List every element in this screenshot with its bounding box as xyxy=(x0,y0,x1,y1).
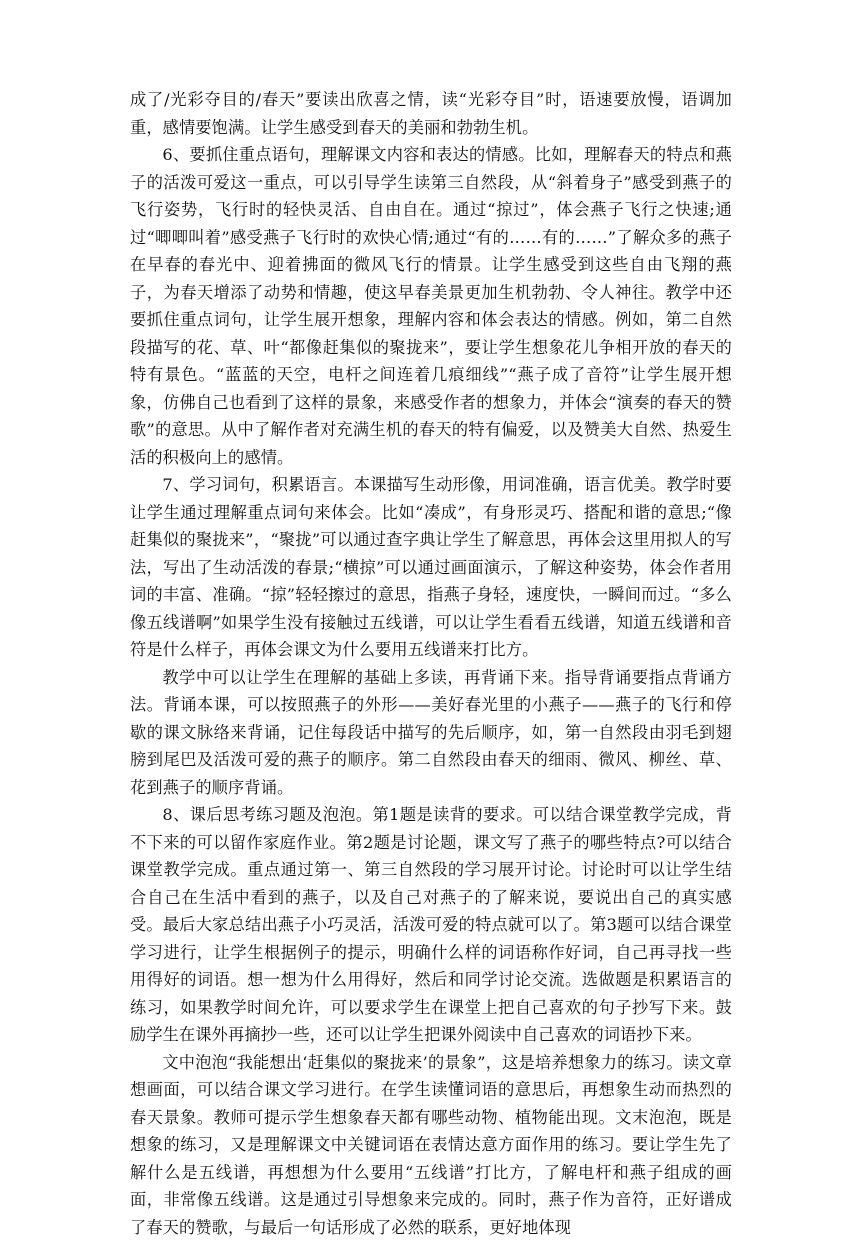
paragraph-item-8: 8、课后思考练习题及泡泡。第1题是读背的要求。可以结合课堂教学完成，背不下来的可以留作家庭作业。第2题是讨论题，课文写了燕子的哪些特点?可以结合课堂教学完成。重点通过第一、第三自然段的学习展开讨论。讨论时可以让学生结合自己在生活中看到的燕子，以及自己对燕子的了解来说，要说出自己的真实感受。最后大家总结出燕子小巧灵活，活泼可爱的特点就可以了。第3题可以结合课堂学习进行，让学生根据例子的提示，明确什么样的词语称作好词，自己再寻找一些用得好的词语。想一想为什么用得好，然后和同学讨论交流。选做题是积累语言的练习，如果教学时间允许，可以要求学生在课堂上把自己喜欢的句子抄写下来。鼓励学生在课外再摘抄一些，还可以让学生把课外阅读中自己喜欢的词语抄下来。 xyxy=(130,801,732,1049)
document-page xyxy=(130,86,732,1241)
paragraph-item-6: 6、要抓住重点语句，理解课文内容和表达的情感。比如，理解春天的特点和燕子的活泼可爱这一重点，可以引导学生读第三自然段，从“斜着身子”感受到燕子的飞行姿势，飞行时的轻快灵活、自由自在。通过“掠过”，体会燕子飞行之快速;通过“唧唧叫着”感受燕子飞行时的欢快心情;通过“有的……有的……”了解众多的燕子在早春的春光中、迎着拂面的微风飞行的情景。让学生感受到这些自由飞翔的燕子，为春天增添了动势和情趣，使这早春美景更加生机勃勃、令人神往。教学中还要抓住重点词句，让学生展开想象，理解内容和体会表达的情感。例如，第二自然段描写的花、草、叶“都像赶集似的聚拢来”，要让学生想象花儿争相开放的春天的特有景色。“蓝蓝的天空，电杆之间连着几痕细线”“燕子成了音符”让学生展开想象，仿佛自己也看到了这样的景象，来感受作者的想象力，并体会“演奏的春天的赞歌”的意思。从中了解作者对充满生机的春天的特有偏爱，以及赞美大自然、热爱生活的积极向上的感情。 xyxy=(130,141,732,471)
paragraph-item-7: 7、学习词句，积累语言。本课描写生动形像，用词准确，语言优美。教学时要让学生通过理解重点词句来体会。比如“凑成”，有身形灵巧、搭配和谐的意思;“像赶集似的聚拢来”，“聚拢”可以通过查字典让学生了解意思，再体会这里用拟人的写法，写出了生动活泼的春景;“横掠”可以通过画面演示，了解这种姿势，体会作者用词的丰富、准确。“掠”轻轻擦过的意思，指燕子身轻，速度快，一瞬间而过。“多么像五线谱啊”如果学生没有接触过五线谱，可以让学生看看五线谱，知道五线谱和音符是什么样子，再体会课文为什么要用五线谱来打比方。 xyxy=(130,471,732,664)
paragraph-bubble: 文中泡泡“我能想出‘赶集似的聚拢来’的景象”，这是培养想象力的练习。读文章想画面，可以结合课文学习进行。在学生读懂词语的意思后，再想象生动而热烈的春天景象。教师可提示学生想象春天都有哪些动物、植物能出现。文末泡泡，既是想象的练习，又是理解课文中关键词语在表情达意方面作用的练习。要让学生先了解什么是五线谱，再想想为什么要用“五线谱”打比方，了解电杆和燕子组成的画面，非常像五线谱。这是通过引导想象来完成的。同时，燕子作为音符，正好谱成了春天的赞歌，与最后一句话形成了必然的联系，更好地体现 xyxy=(130,1049,732,1241)
paragraph-continuation: 成了/光彩夺目的/春天”要读出欣喜之情，读“光彩夺目”时，语速要放慢，语调加重，感情要饱满。让学生感受到春天的美丽和勃勃生机。 xyxy=(130,86,732,141)
paragraph-recitation: 教学中可以让学生在理解的基础上多读，再背诵下来。指导背诵要指点背诵方法。背诵本课，可以按照燕子的外形——美好春光里的小燕子——燕子的飞行和停歇的课文脉络来背诵，记住每段话中描写的先后顺序，如，第一自然段由羽毛到翅膀到尾巴及活泼可爱的燕子的顺序。第二自然段由春天的细雨、微风、柳丝、草、花到燕子的顺序背诵。 xyxy=(130,664,732,802)
